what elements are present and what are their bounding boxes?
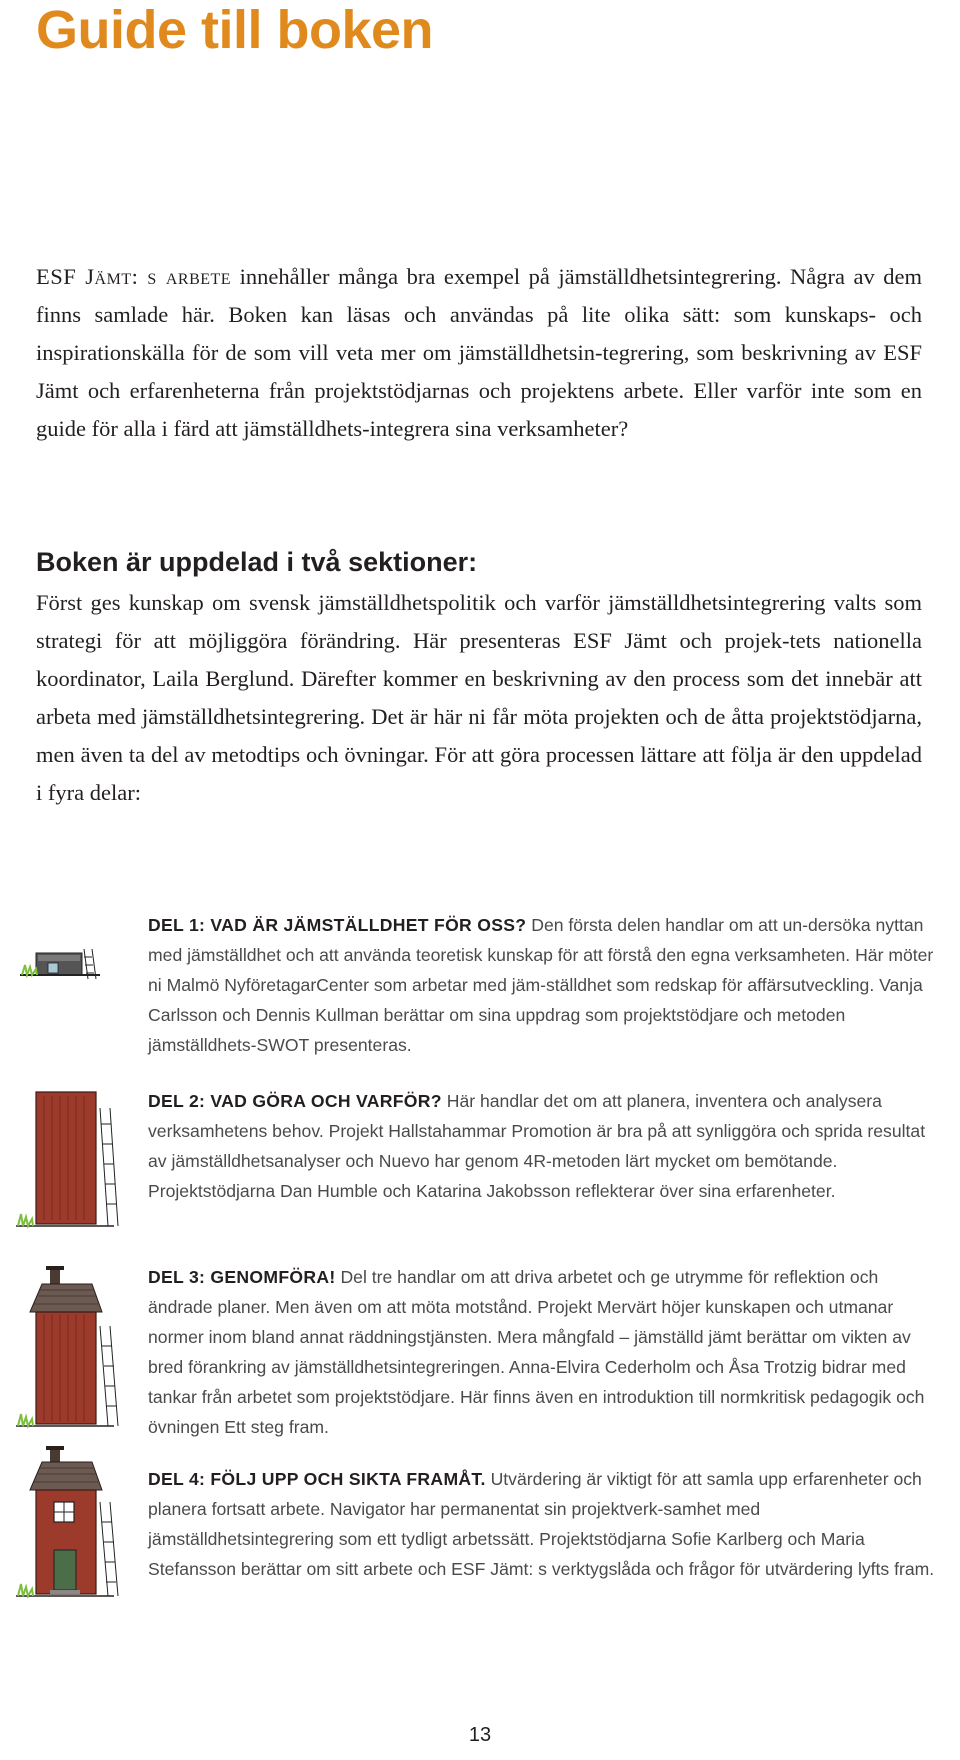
page-title: Guide till boken [36,0,434,60]
part-2 [148,1086,943,1206]
part-2-text: Här handlar det om att planera, inventera och analysera verksamhetens behov. Projekt Hallstahammar Promotion är bra på att synliggöra och sprida resultat av jämställdhetsanalyser och Nuevo har genom 4R-metoden lärt mycket om bemötande. Projektstödjarna Dan Humble och Katarina Jakobsson reflekterar över sina erfarenheter. [148,1091,926,1201]
part-1-label: DEL 1: VAD ÄR JÄMSTÄLLDHET FÖR OSS? [148,915,527,935]
part-3-text: Del tre handlar om att driva arbetet och ge utrymme för reflektion och ändrade planer. Men även om att möta motstånd. Projekt Mervärt höjer kunskapen och utmanar normer inom bland annat räddningstjänsten. Mera mångfald – jämställd jämt berättar om vikten av bred förankring av jämställdhetsintegreringen. Anna-Elvira Cederholm och Åsa Trotzig bidrar med tankar från arbetet som projektstödjare. Här finns även en introduktion till normkritisk pedagogik och övningen Ett steg fram. [148,1267,925,1437]
intro-lead: ESF Jämt: s arbete [36,264,232,289]
part-4-text: Utvärdering är viktigt för att samla upp erfarenheter och planera fortsatt arbete. Navigator har permanentat sin projektverk-samhet med jämställdhetsintegrering som ett tydligt arbetssätt. Projektstödjarna Sofie Karlberg och Maria Stefansson berättar om sitt arbete och ESF Jämt: s verktygslåda och frågor för utvärdering lyfts fram. [148,1469,935,1579]
building-foundation-icon [14,945,106,995]
part-3 [148,1262,943,1442]
page-number: 13 [468,1724,492,1746]
intro-text: innehåller många bra exempel på jämställdhetsintegrering. Några av dem finns samlade här. Boken kan läsas och användas på lite olika sätt: som kunskaps- och inspirationskälla för de som vill veta mer om jämställdhetsin-tegrering, som beskrivning av ESF Jämt och erfarenheterna från projektstödjarnas och projektens arbete. Eller varför inte som en guide för alla i färd att jämställdhets-integrera sina verksamheter? [36,264,922,441]
part-2-label: DEL 2: VAD GÖRA OCH VARFÖR? [148,1091,442,1111]
building-walls-icon [10,1088,120,1238]
sections-heading: Boken är uppdelad i två sektioner: [36,547,478,577]
part-1-text: Den första delen handlar om att un-dersöka nyttan med jämställdhet och att använda teoretisk kunskap för att förstå den egna verksamheten. Här möter ni Malmö NyföretagarCenter som arbetar med jäm-ställdhet som redskap för affärsutveckling. Vanja Carlsson och Dennis Kullman berättar om sina uppdrag som projektstödjare och metoden jämställdhets-SWOT presenteras. [148,915,934,1055]
intro-paragraph [36,258,922,448]
part-3-label: DEL 3: GENOMFÖRA! [148,1267,336,1287]
part-4-label: DEL 4: FÖLJ UPP OCH SIKTA FRAMÅT. [148,1469,486,1489]
part-1 [148,910,943,1060]
part-4 [148,1464,943,1584]
sections-paragraph: Först ges kunskap om svensk jämställdhetspolitik och varför jämställdhetsintegrering valts som strategi för att möjliggöra förändring. Här presenteras ESF Jämt och projek-tets nationella koordinator, Laila Berglund. Därefter kommer en beskrivning av den process som det innebär att arbeta med jämställdhetsintegrering. Det är här ni får möta projekten och de åtta projektstödjarna, men även ta del av metodtips och övningar. För att göra processen lättare att följa är den uppdelad i fyra delar: [36,590,922,805]
finished-house-icon [10,1446,120,1606]
building-roof-icon [10,1266,120,1436]
